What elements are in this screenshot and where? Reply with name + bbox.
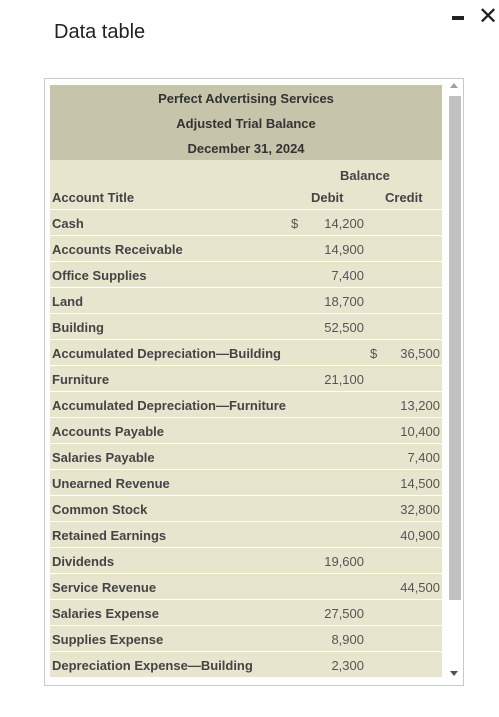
account-title-header: Account Title bbox=[52, 190, 135, 205]
debit-cell: 7,400 bbox=[331, 268, 364, 283]
account-cell: Depreciation Expense—Building bbox=[52, 658, 253, 673]
table-row bbox=[50, 548, 442, 574]
credit-cell: 7,400 bbox=[407, 450, 440, 465]
credit-cell: 44,500 bbox=[400, 580, 440, 595]
table-row bbox=[50, 236, 442, 262]
scroll-down-arrow-icon[interactable] bbox=[450, 671, 458, 676]
table-rows bbox=[50, 210, 442, 678]
table-scroll-area[interactable] bbox=[50, 85, 442, 685]
debit-header: Debit bbox=[311, 190, 344, 205]
debit-cell: 18,700 bbox=[324, 294, 364, 309]
account-cell: Retained Earnings bbox=[52, 528, 167, 543]
credit-cell: 40,900 bbox=[400, 528, 440, 543]
credit-cell: 36,500 bbox=[400, 346, 440, 361]
account-cell: Furniture bbox=[52, 372, 110, 387]
credit-cell: 10,400 bbox=[400, 424, 440, 439]
table-row bbox=[50, 288, 442, 314]
account-cell: Accounts Receivable bbox=[52, 242, 183, 257]
table-row bbox=[50, 392, 442, 418]
table-row bbox=[50, 626, 442, 652]
credit-cell: 32,800 bbox=[400, 502, 440, 517]
account-cell: Accumulated Depreciation—Building bbox=[52, 346, 281, 361]
report-date: December 31, 2024 bbox=[187, 141, 305, 156]
debit-cell: 14,900 bbox=[324, 242, 364, 257]
account-cell: Accumulated Depreciation—Furniture bbox=[52, 398, 287, 413]
balance-header-row bbox=[50, 160, 442, 186]
debit-cell: 19,600 bbox=[324, 554, 364, 569]
debit-cell: 2,300 bbox=[331, 658, 364, 673]
account-cell: Land bbox=[52, 294, 84, 309]
account-cell: Office Supplies bbox=[52, 268, 147, 283]
account-cell: Accounts Payable bbox=[52, 424, 164, 439]
company-name: Perfect Advertising Services bbox=[158, 91, 334, 106]
account-cell: Salaries Payable bbox=[52, 450, 155, 465]
table-row bbox=[50, 366, 442, 392]
dialog-title: Data table bbox=[54, 21, 146, 43]
debit-cell: 27,500 bbox=[324, 606, 364, 621]
scrollbar-thumb[interactable] bbox=[449, 96, 461, 600]
scroll-up-arrow-icon[interactable] bbox=[450, 83, 458, 88]
table-row bbox=[50, 444, 442, 470]
account-cell: Building bbox=[52, 320, 104, 335]
account-cell: Unearned Revenue bbox=[52, 476, 170, 491]
account-cell: Service Revenue bbox=[52, 580, 157, 595]
debit-dollar-sign: $ bbox=[291, 216, 299, 231]
debit-cell: 14,200 bbox=[324, 216, 364, 231]
account-cell: Dividends bbox=[52, 554, 115, 569]
debit-cell: 21,100 bbox=[324, 372, 364, 387]
table-row bbox=[50, 418, 442, 444]
table-header bbox=[50, 85, 442, 160]
table-row bbox=[50, 522, 442, 548]
account-cell: Supplies Expense bbox=[52, 632, 164, 647]
balance-label: Balance bbox=[340, 168, 390, 183]
credit-cell: 13,200 bbox=[400, 398, 440, 413]
minimize-icon[interactable] bbox=[452, 16, 464, 20]
table-row bbox=[50, 496, 442, 522]
debit-cell: 52,500 bbox=[324, 320, 364, 335]
table-row bbox=[50, 470, 442, 496]
table-body bbox=[50, 160, 442, 678]
close-icon[interactable]: ✕ bbox=[478, 3, 499, 30]
column-header-row bbox=[50, 186, 442, 210]
credit-dollar-sign: $ bbox=[370, 346, 378, 361]
table-row bbox=[50, 652, 442, 678]
table-row bbox=[50, 600, 442, 626]
table-row bbox=[50, 340, 442, 366]
data-table-frame bbox=[44, 78, 464, 686]
table-row bbox=[50, 574, 442, 600]
account-cell: Salaries Expense bbox=[52, 606, 159, 621]
table-row bbox=[50, 210, 442, 236]
vertical-scrollbar[interactable] bbox=[446, 79, 463, 685]
table-row bbox=[50, 314, 442, 340]
report-name: Adjusted Trial Balance bbox=[176, 116, 316, 131]
debit-cell: 8,900 bbox=[331, 632, 364, 647]
account-cell: Common Stock bbox=[52, 502, 148, 517]
account-cell: Cash bbox=[52, 216, 84, 231]
credit-cell: 14,500 bbox=[400, 476, 440, 491]
table-row bbox=[50, 262, 442, 288]
credit-header: Credit bbox=[385, 190, 423, 205]
